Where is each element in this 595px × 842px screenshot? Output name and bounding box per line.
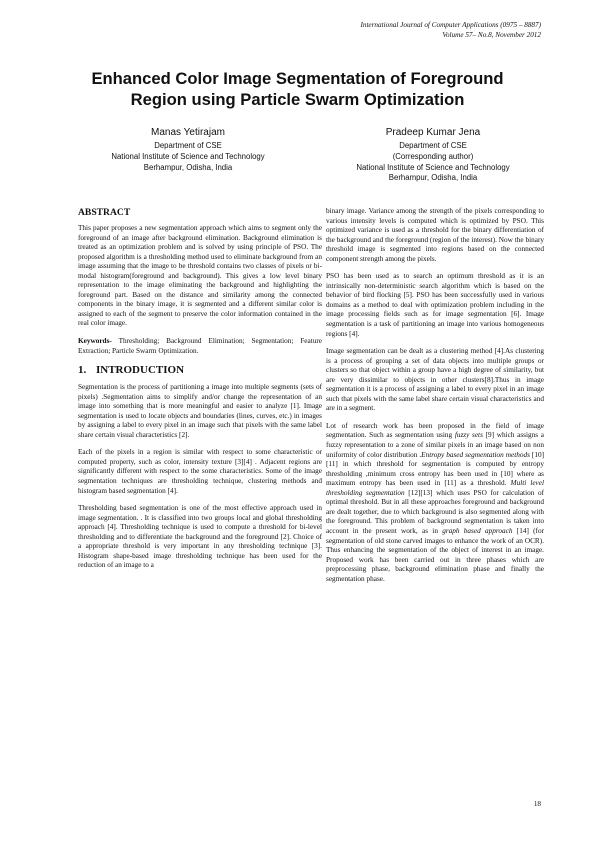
author-institution: National Institute of Science and Technology — [111, 151, 265, 161]
abstract-text: This paper proposes a new segmentation approach which aims to segment only the foreground of an image after background elimination. Background elimination is treated as an optimization problem and is solved by using principle of PSO. The proposed algorithm is a thresholding method used to eliminate background from an image assuming that the image to be threshold contains two classes of pixels or bi-modal histogram(foreground and background). This gives a low level binary representation to the image eliminating the background and highlighting the foreground part. Based on the distance and similarity among the connected components in the binary image, it is segmented and a different similar color is assigned to each of the segment to preserve the color information contained in the real color image. — [78, 224, 322, 328]
author-block-2 — [318, 127, 548, 184]
author-department: Department of CSE — [154, 141, 222, 150]
author-name: Pradeep Kumar Jena — [385, 127, 481, 138]
keywords-text: Thresholding; Background Elimination; Segmentation; Feature Extraction; Particle Swarm Optimization. — [78, 337, 322, 355]
right-paragraph-2: PSO has been used as to search an optimum threshold as it is an intrinsically non-deterministic search algorithm which is based on the behavior of bird flocking [5]. PSO has been successfully used in various domains as a method to deal with optimization problem including in the image processing fields such as for image segmentation [6]. Image segmentation is a task of partitioning an image into various homogeneous regions [4]. — [326, 272, 544, 338]
section-title: INTRODUCTION — [96, 364, 185, 377]
journal-name: International Journal of Computer Applications (0975 – 8887) — [360, 21, 541, 29]
author-location: Berhampur, Odisha, India — [388, 173, 478, 183]
right-paragraph-3: Image segmentation can be dealt as a clustering method [4].As clustering is a process of grouping a set of data objects into multiple groups or clusters so that object within a group have a high degree of similarity, but are very dissimilar to objects in other clusters[8].Thus in image segmentation it is a process of assigning a label to every pixel in an image such that pixels with the same label share certain visual characteristics and are in a segment. — [326, 347, 544, 413]
keywords — [78, 337, 322, 356]
italic-term: fuzzy sets — [454, 431, 483, 440]
introduction-heading — [78, 364, 322, 377]
abstract-heading: ABSTRACT — [78, 207, 131, 218]
right-column — [326, 207, 544, 592]
section-number: 1. — [78, 364, 87, 377]
intro-paragraph-3: Thresholding based segmentation is one of the most effective approach used in image segmentation. . It is classified into two groups local and global thresholding approach [4]. Thresholding technique is used to compute a threshold for bi-level thresholding and to differentiate the background and the foreground [2]. Choice of a appropriate threshold is very important in any thresholding technique [3]. Histogram shape-based image thresholding technique has been used for the reduction of an image to a — [78, 504, 322, 570]
author-block-1 — [80, 127, 296, 173]
author-role: (Corresponding author) — [392, 151, 474, 161]
text-run: [12][13] which uses PSO for calculation of optimal threshold. But in all these approaches foreground and background are dealt together, due to which background is also segmented along with the foreground. This problem of background segmentation is taken into account in the present work, as in — [326, 488, 544, 535]
author-department: Department of CSE — [399, 141, 467, 150]
text-run: Lot of research work has been proposed in the field of image segmentation. Such as segmentation using — [326, 421, 544, 440]
paper-title — [60, 68, 535, 110]
title-line-1: Enhanced Color Image Segmentation of Foreground — [91, 69, 504, 88]
italic-term: graph based approach — [442, 526, 513, 535]
journal-header — [360, 20, 541, 40]
right-paragraph-1: binary image. Variance among the strength of the pixels corresponding to various intensity levels is computed which is optimized by PSO. This optimized variance is used as a threshold for the binary differentiation of the background and the foreground (region of the interest). Now the binary threshold image is segmented into regions based on the connected component strength among the pixels. — [326, 207, 544, 263]
page-number: 18 — [533, 800, 541, 808]
italic-term: Multi level thresholding segmentation — [326, 479, 545, 497]
keywords-label: Keywords- — [78, 337, 112, 346]
italic-term: Entropy based segmentation methods — [421, 450, 530, 459]
left-column — [78, 207, 322, 579]
author-institution: National Institute of Science and Technology — [356, 162, 510, 172]
author-location: Berhampur, Odisha, India — [143, 162, 233, 172]
journal-volume: Volume 57– No.8, November 2012 — [442, 31, 541, 39]
right-paragraph-4 — [326, 422, 544, 584]
title-line-2: Region using Particle Swarm Optimization — [130, 90, 465, 109]
intro-paragraph-2: Each of the pixels in a region is similar with respect to some characteristic or computed property, such as color, intensity texture [3][4] . Adjacent regions are significantly different with respect to the some characteristics. Some of the image segmentation techniques are thresholding technique, clustering methods and histogram based segmentation [4]. — [78, 448, 322, 495]
intro-paragraph-1: Segmentation is the process of partitioning a image into multiple segments (sets of pixels) .Segmentation aims to simplify and/or change the representation of an image into something that is more meaningful and easier to analyze [1]. Image segmentation is used to locate objects and boundaries (lines, curves, etc.) in images by assigning a label to every pixel in an image such that pixels with the same label share certain visual characteristics [2]. — [78, 383, 322, 439]
text-run: [14] (for segmentation of old stone carved images to enhance the work of an OCR). Thus enhancing the segmentation of the object of interest in an image. Proposed work has been carried out in three phases which are preprocessing phase, background elimination phase and finally the segmentation phase. — [326, 526, 544, 583]
author-name: Manas Yetirajam — [151, 127, 225, 138]
text-run: [9] which assigns a fuzzy representation to a zone of similar pixels in an image based on non uniformity of color distribution . — [326, 431, 544, 459]
text-run: [10][11] in which threshold for segmentation is computed by entropy thresholding ,minimum cross entropy has been used in [10] where as maximum entropy has been used in [11] as a threshold. — [326, 450, 544, 488]
